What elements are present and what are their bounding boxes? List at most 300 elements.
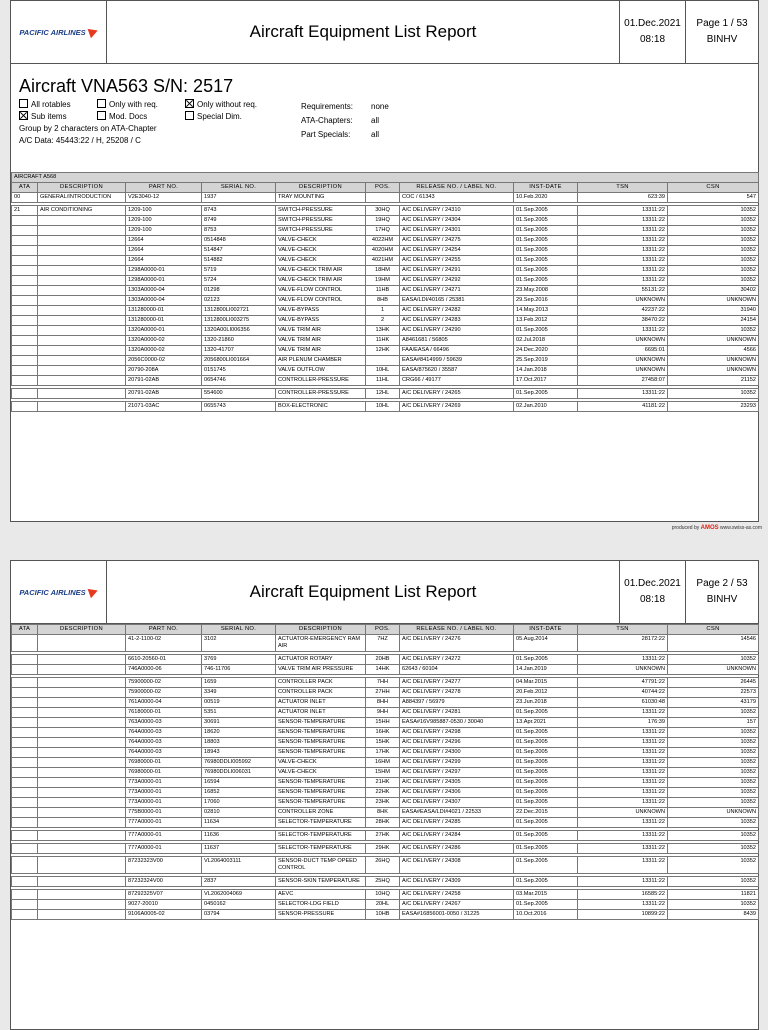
table-cell: A/C DELIVERY / 24304 [400,216,514,226]
table-cell: VL2064003111 [202,857,276,874]
table-cell: ACTUATOR INLET [276,698,366,708]
logo-mark-icon [87,26,99,38]
column-header: POS. [366,183,400,193]
table-cell: SENSOR-TEMPERATURE [276,748,366,758]
table-cell: 20HB [366,655,400,665]
table-cell: 13311:22 [578,206,668,216]
table-cell: A/C DELIVERY / 24290 [400,326,514,336]
table-row [12,376,759,386]
table-cell [12,698,38,708]
table-row [12,877,759,887]
table-cell: 6610-20560-01 [126,655,202,665]
table-cell: 13311:22 [578,788,668,798]
table-cell [38,346,126,356]
column-header: RELEASE NO. / LABEL NO. [400,183,514,193]
table-cell: 11HL [366,376,400,386]
table-cell: 11821 [668,890,759,900]
table-cell: 01.Sep.2005 [514,389,578,399]
table-cell: 22.Dec.2015 [514,808,578,818]
report-page-2 [10,560,759,1030]
table-cell: A/C DELIVERY / 24277 [400,678,514,688]
table-cell: 10352 [668,844,759,854]
table-cell: UNKNOWN [668,336,759,346]
table-row [12,748,759,758]
table-cell: 01.Sep.2005 [514,326,578,336]
table-cell: 11637 [202,844,276,854]
table-cell: 1312800LI002721 [202,306,276,316]
table-cell: ACTUATOR-EMERGENCY RAM AIR [276,635,366,652]
table-cell: A/C DELIVERY / 24298 [400,728,514,738]
table-cell [12,877,38,887]
table-cell: A/C DELIVERY / 24301 [400,226,514,236]
table-cell: 25.Sep.2019 [514,356,578,366]
table-cell [12,316,38,326]
table-cell: VL2062004069 [202,890,276,900]
table-cell: 14.Jan.2018 [514,366,578,376]
table-row [12,306,759,316]
table-cell: 1320A0000-02 [126,336,202,346]
table-cell: A/C DELIVERY / 24285 [400,818,514,828]
table-cell [38,877,126,887]
table-cell: 13311:22 [578,768,668,778]
table-row [12,778,759,788]
table-cell [12,788,38,798]
table-cell [38,665,126,675]
table-cell: 10352 [668,758,759,768]
table-cell [12,655,38,665]
table-cell: VALVE-CHECK [276,256,366,266]
table-row [12,286,759,296]
table-cell: VALVE-CHECK [276,236,366,246]
table-cell: 21152 [668,376,759,386]
table-cell: 76180000-01 [126,708,202,718]
table-row [12,326,759,336]
table-cell: 554600 [202,389,276,399]
table-cell: 30402 [668,286,759,296]
table-cell: A/C DELIVERY / 24269 [400,402,514,412]
table-cell: 55131:22 [578,286,668,296]
column-header: CSN [668,625,759,635]
table-cell: 8HH [366,698,400,708]
table-cell [38,376,126,386]
table-row [12,635,759,652]
table-cell: UNKNOWN [578,665,668,675]
table-cell: 1209-100 [126,206,202,216]
table-cell: 16594 [202,778,276,788]
table-cell: 3769 [202,655,276,665]
table-cell: 30691 [202,718,276,728]
table-cell [38,831,126,841]
table-cell: 10.Feb.2020 [514,193,578,203]
column-header: CSN [668,183,759,193]
table-cell: 01.Sep.2005 [514,844,578,854]
table-cell: A/C DELIVERY / 24275 [400,236,514,246]
table-row [12,768,759,778]
table-cell: 13311:22 [578,216,668,226]
table-cell [38,748,126,758]
table-cell: 10352 [668,728,759,738]
table-cell: 0655743 [202,402,276,412]
table-cell: 01.Sep.2005 [514,256,578,266]
table-cell: 04.Mar.2015 [514,678,578,688]
table-cell: 8749 [202,216,276,226]
table-cell: 18803 [202,738,276,748]
table-cell: 25HQ [366,877,400,887]
table-cell: 01.Sep.2005 [514,758,578,768]
table-cell: 76980000-01 [126,758,202,768]
table-cell: 02123 [202,296,276,306]
table-cell: 4566 [668,346,759,356]
table-cell: VALVE TRIM AIR PRESSURE [276,665,366,675]
table-cell: 11634 [202,818,276,828]
table-cell: 10352 [668,748,759,758]
table-row [12,366,759,376]
table-cell: 20791-02AB [126,376,202,386]
table-cell: 27HH [366,688,400,698]
table-cell: A/C DELIVERY / 24297 [400,768,514,778]
table-cell: 01.Sep.2005 [514,236,578,246]
table-cell: 2056C0000-02 [126,356,202,366]
column-header: ATA [12,625,38,635]
table-cell: 10352 [668,256,759,266]
table-cell: VALVE-CHECK [276,246,366,256]
table-cell: 11636 [202,831,276,841]
option-checkbox: Only without req. [185,99,295,109]
table-cell: 18HM [366,266,400,276]
table-cell: 47791:22 [578,678,668,688]
table-cell: 13311:22 [578,738,668,748]
table-cell: 10352 [668,206,759,216]
table-cell: 75900000-02 [126,688,202,698]
table-cell [38,857,126,874]
table-cell: 13311:22 [578,728,668,738]
table-cell: 01.Sep.2005 [514,788,578,798]
table-header [12,183,759,193]
table-cell: 10352 [668,708,759,718]
column-header: DESCRIPTION [276,183,366,193]
table-cell: 01.Sep.2005 [514,877,578,887]
table-cell: UNKNOWN [578,336,668,346]
table-cell [12,728,38,738]
table-cell [38,728,126,738]
table-cell: A/C DELIVERY / 24278 [400,688,514,698]
table-cell: SELECTOR-TEMPERATURE [276,831,366,841]
table-row [12,389,759,399]
table-cell: 01.Sep.2005 [514,900,578,910]
table-cell: 764A0000-03 [126,748,202,758]
table-cell: 13311:22 [578,831,668,841]
table-row [12,276,759,286]
table-cell: 761A0000-04 [126,698,202,708]
table-cell: 16HM [366,758,400,768]
table-row [12,226,759,236]
table-cell: SENSOR-TEMPERATURE [276,728,366,738]
table-cell: A/C DELIVERY / 24258 [400,890,514,900]
table-cell [12,738,38,748]
table-cell: 01.Sep.2005 [514,276,578,286]
table-cell: 01.Sep.2005 [514,266,578,276]
table-cell: 10352 [668,276,759,286]
table-cell: CONTROLLER ZONE [276,808,366,818]
checked-box-icon [185,99,194,108]
table-cell: 1320-21860 [202,336,276,346]
table-cell: 16852 [202,788,276,798]
table-cell: SWITCH-PRESSURE [276,206,366,216]
table-cell: SENSOR-SKIN TEMPERATURE [276,877,366,887]
table-cell: AIR PLENUM CHAMBER [276,356,366,366]
table-cell: 03794 [202,910,276,920]
table-cell: 11HK [366,336,400,346]
airline-logo: PACIFIC AIRLINES [11,1,107,63]
table-cell: 13.Feb.2012 [514,316,578,326]
table-cell: A/C DELIVERY / 24292 [400,276,514,286]
table-cell: A/C DELIVERY / 24281 [400,708,514,718]
table-cell: A/C DELIVERY / 24306 [400,788,514,798]
table-cell: 773A0000-01 [126,788,202,798]
table-cell: V2E3040-12 [126,193,202,203]
table-cell: A/C DELIVERY / 24282 [400,306,514,316]
table-cell: CONTROLLER-PRESSURE [276,389,366,399]
table-cell [12,718,38,728]
table-cell [12,216,38,226]
table-cell: 11HB [366,286,400,296]
table-cell: 5719 [202,266,276,276]
table-cell: 13311:22 [578,857,668,874]
table-cell: 10352 [668,266,759,276]
table-cell: 01298 [202,286,276,296]
table-cell: 2056800LI001664 [202,356,276,366]
table-cell: 41-2-1100-02 [126,635,202,652]
table-cell [12,356,38,366]
table-cell: 28172:22 [578,635,668,652]
table-cell [38,389,126,399]
table-cell: 13311:22 [578,748,668,758]
table-cell: 10352 [668,236,759,246]
table-cell: CONTROLLER PACK [276,688,366,698]
table-cell: EASA#8414999 / 59639 [400,356,514,366]
table-row [12,246,759,256]
table-cell [38,266,126,276]
table-cell [12,389,38,399]
table-cell: 1312800LI003275 [202,316,276,326]
table-cell: A/C DELIVERY / 24255 [400,256,514,266]
table-cell [12,296,38,306]
table-cell: 1320-41707 [202,346,276,356]
table-cell: 10HL [366,402,400,412]
table-row [12,266,759,276]
table-cell: AIR CONDITIONING [38,206,126,216]
table-cell: 13311:22 [578,266,668,276]
column-header: PART NO. [126,183,202,193]
table-cell [12,818,38,828]
table-cell: 12HL [366,389,400,399]
table-cell: UNKNOWN [668,296,759,306]
table-cell [38,788,126,798]
table-cell: 1 [366,306,400,316]
table-cell [38,306,126,316]
option-checkbox: Special Dim. [185,111,295,121]
table-cell: 87232324V00 [126,877,202,887]
table-cell: EASA#16V985887-0530 / 30040 [400,718,514,728]
table-cell [38,778,126,788]
table-cell: 13311:22 [578,655,668,665]
table-cell [366,193,400,203]
table-cell [38,655,126,665]
table-cell: 01.Sep.2005 [514,728,578,738]
table-cell: A/C DELIVERY / 24276 [400,635,514,652]
table-cell: 01.Sep.2005 [514,818,578,828]
table-cell: 3349 [202,688,276,698]
table-cell: SWITCH-PRESSURE [276,216,366,226]
table-cell: 13311:22 [578,389,668,399]
table-cell: UNKNOWN [668,366,759,376]
table-cell [38,366,126,376]
table-cell [38,768,126,778]
table-cell: 03.Mar.2015 [514,890,578,900]
table-cell: 24.Dec.2020 [514,346,578,356]
table-cell: 13311:22 [578,276,668,286]
table-cell: 01.Sep.2005 [514,708,578,718]
table-row [12,857,759,874]
table-cell: 8439 [668,910,759,920]
table-cell: 00 [12,193,38,203]
table-cell: VALVE TRIM AIR [276,326,366,336]
table-cell: A/C DELIVERY / 24309 [400,877,514,887]
table-cell: 43179 [668,698,759,708]
table-cell: 27HK [366,831,400,841]
table-cell: A/C DELIVERY / 24291 [400,266,514,276]
table-row [12,910,759,920]
table-cell: 27458:07 [578,376,668,386]
checked-box-icon [19,111,28,120]
table-cell: 26HQ [366,857,400,874]
table-cell: VALVE-FLOW CONTROL [276,296,366,306]
report-page-1 [10,0,759,522]
table-cell: 0450162 [202,900,276,910]
table-cell: 29HK [366,844,400,854]
table-cell: UNKNOWN [668,356,759,366]
table-cell: 7HZ [366,635,400,652]
table-cell [12,226,38,236]
table-cell: 42237:22 [578,306,668,316]
column-header: PART NO. [126,625,202,635]
column-header: TSN [578,183,668,193]
table-cell: 13311:22 [578,844,668,854]
table-cell: 62643 / 60104 [400,665,514,675]
table-cell: 8HB [366,296,400,306]
report-datetime: 01.Dec.2021 08:18 [619,1,685,63]
table-cell [38,708,126,718]
table-cell [12,890,38,900]
table-cell [12,748,38,758]
table-cell: 7HH [366,678,400,688]
table-cell [12,336,38,346]
table-cell: 12664 [126,246,202,256]
table-cell: 773A0000-01 [126,778,202,788]
table-cell: 01.Sep.2005 [514,655,578,665]
table-cell: 41181:22 [578,402,668,412]
table-cell: 22573 [668,688,759,698]
table-cell [12,236,38,246]
report-header [11,1,758,64]
table-cell: 764A0000-03 [126,738,202,748]
report-title: Aircraft Equipment List Report [249,22,477,41]
table-cell: 17060 [202,798,276,808]
table-row [12,402,759,412]
table-cell: 10352 [668,768,759,778]
table-cell: VALVE OUTFLOW [276,366,366,376]
table-cell: 10352 [668,788,759,798]
table-cell: 10.Oct.2016 [514,910,578,920]
table-cell: SELECTOR-LDG FIELD [276,900,366,910]
table-cell: 14.May.2013 [514,306,578,316]
table-cell: SENSOR-TEMPERATURE [276,788,366,798]
table-row [12,216,759,226]
table-cell: 131280000-01 [126,306,202,316]
table-cell: ACTUATOR ROTARY [276,655,366,665]
table-cell: FAA/EASA / 66496 [400,346,514,356]
table-cell: COC / 61343 [400,193,514,203]
table-cell: 21HK [366,778,400,788]
unchecked-box-icon [97,99,106,108]
table-cell: 13311:22 [578,900,668,910]
table-row [12,808,759,818]
table-cell [38,316,126,326]
column-header: TSN [578,625,668,635]
table-cell: 31940 [668,306,759,316]
option-checkbox: All rotables [19,99,97,109]
table-cell: TRAY MOUNTING [276,193,366,203]
table-cell: 87232323V00 [126,857,202,874]
column-header: SERIAL NO. [202,183,276,193]
table-cell: 21 [12,206,38,216]
table-cell: 176:39 [578,718,668,728]
table-cell: 01.Sep.2005 [514,768,578,778]
table-cell: EASA/875620 / 35587 [400,366,514,376]
table-cell: A/C DELIVERY / 24267 [400,900,514,910]
table-cell: UNKNOWN [578,296,668,306]
table-cell: GENERAL/INTRODUCTION [38,193,126,203]
table-cell [12,276,38,286]
table-row [12,193,759,203]
table-cell: VALVE-BYPASS [276,306,366,316]
table-cell: SWITCH-PRESSURE [276,226,366,236]
table-cell: 21071-03AC [126,402,202,412]
table-cell: 13311:22 [578,246,668,256]
table-cell: CRG66 / 49177 [400,376,514,386]
aircraft-heading: Aircraft VNA563 S/N: 2517 [19,76,234,96]
table-cell: 763A0000-03 [126,718,202,728]
table-cell: 547 [668,193,759,203]
table-cell: 9027-20010 [126,900,202,910]
table-cell [12,266,38,276]
table-cell: SENSOR-PRESSURE [276,910,366,920]
table-cell: 2 [366,316,400,326]
table-cell: A/C DELIVERY / 24296 [400,738,514,748]
table-cell: 3102 [202,635,276,652]
page-indicator: Page 1 / 53 BINHV [685,1,758,63]
table-cell [38,698,126,708]
table-row [12,831,759,841]
table-cell [38,808,126,818]
table-cell: 29.Sep.2016 [514,296,578,306]
table-cell: 00519 [202,698,276,708]
table-cell: 13311:22 [578,256,668,266]
table-cell [12,402,38,412]
table-cell: SELECTOR-TEMPERATURE [276,844,366,854]
table-cell: A/C DELIVERY / 24310 [400,206,514,216]
table-cell [38,402,126,412]
